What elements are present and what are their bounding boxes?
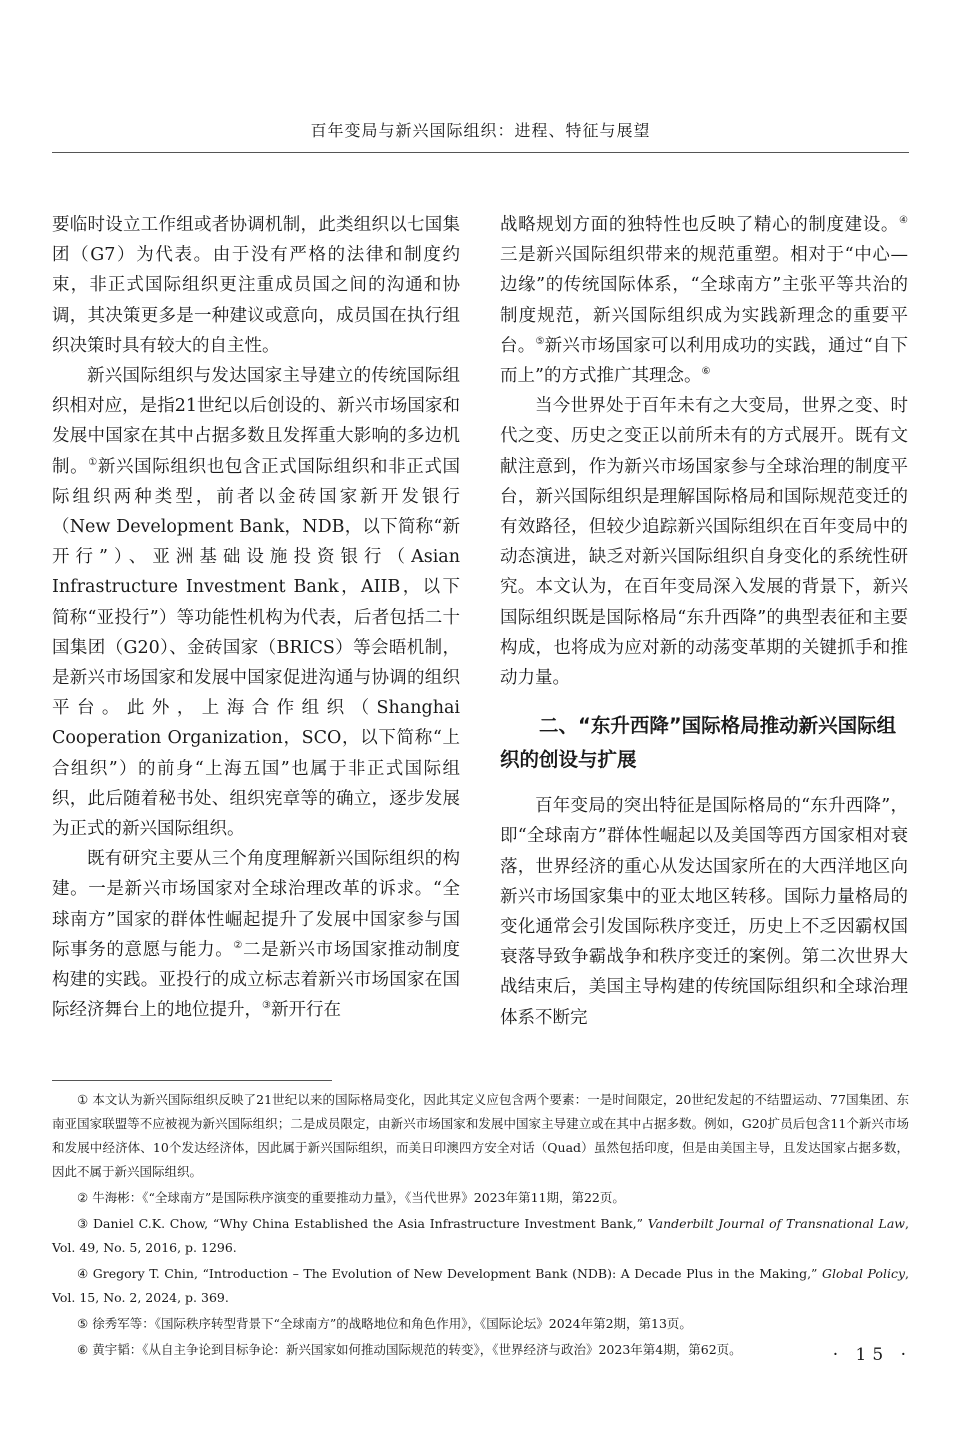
- right-column: [500, 210, 908, 1033]
- footnote-text: Gregory T. Chin, “Introduction – The Evolution of New Development Bank (NDB): A Decade Plus in the Making,”: [92, 1266, 822, 1281]
- left-column: [52, 210, 460, 1025]
- right-paragraph-1: [500, 210, 908, 391]
- footnote-3: [52, 1212, 909, 1260]
- footnote-4: [52, 1262, 909, 1310]
- footnote-divider: [52, 1080, 332, 1081]
- footnote-2: [52, 1186, 909, 1210]
- left-paragraph-3: [52, 844, 460, 1025]
- footnote-number: ③: [77, 1216, 89, 1231]
- footnotes: [52, 1088, 909, 1364]
- right-paragraph-1-text-b: 三是新兴国际组织带来的规范重塑。相对于“中心—边缘”的传统国际体系，“全球南方”主张平等共治的制度规范，新兴国际组织成为实践新理念的重要平台。: [500, 245, 908, 356]
- footnote-number: ④: [77, 1266, 89, 1281]
- footnote-number: ②: [77, 1190, 89, 1205]
- section-heading: 二、“东升西降”国际格局推动新兴国际组织的创设与扩展: [500, 714, 897, 772]
- footnote-ref-6[interactable]: ⑥: [701, 366, 711, 378]
- footnote-text: 牛海彬：《“全球南方”是国际秩序演变的重要推动力量》，《当代世界》2023年第11期，第22页。: [92, 1190, 625, 1205]
- footnote-5: [52, 1312, 909, 1336]
- footnote-ref-2[interactable]: ②: [233, 940, 243, 952]
- footnote-text: 本文认为新兴国际组织反映了21世纪以来的国际格局变化，因此其定义应包含两个要素：一是时间限定，20世纪发起的不结盟运动、77国集团、东南亚国家联盟等不应被视为新兴国际组织；二是成员限定，由新兴市场国家和发展中国家主导建立或在其中占据多数。例如，G20扩员后包含11个新兴市场和发展中经济体、10个发达经济体，因此属于新兴国际组织，而美日印澳四方安全对话（Quad）虽然包括印度，但是由美国主导，且发达国家占据多数，因此不属于新兴国际组织。: [52, 1092, 909, 1179]
- footnote-6: [52, 1338, 909, 1362]
- page-number: · 15 ·: [832, 1345, 912, 1365]
- footnote-number: ①: [77, 1092, 89, 1107]
- footnote-text: 黄宇韬：《从自主争论到目标争论：新兴国家如何推动国际规范的转变》，《世界经济与政治》2023年第4期，第62页。: [92, 1342, 742, 1357]
- footnote-citation-tail: , Vol. 49, No. 5, 2016, p. 1296.: [52, 1216, 909, 1255]
- footnote-1: [52, 1088, 909, 1184]
- left-paragraph-2: [52, 361, 460, 844]
- right-paragraph-2: 当今世界处于百年未有之大变局，世界之变、时代之变、历史之变正以前所未有的方式展开。既有文献注意到，作为新兴市场国家参与全球治理的制度平台，新兴国际组织是理解国际格局和国际规范变迁的有效路径，但较少追踪新兴国际组织在百年变局中的动态演进，缺乏对新兴国际组织自身变化的系统性研究。本文认为，在百年变局深入发展的背景下，新兴国际组织既是国际格局“东升西降”的典型表征和主要构成，也将成为应对新的动荡变革期的关键抓手和推动力量。: [500, 396, 908, 689]
- right-paragraph-1-text-c: 新兴市场国家可以利用成功的实践，通过“自下而上”的方式推广其理念。: [500, 335, 909, 387]
- footnote-ref-3[interactable]: ③: [262, 1000, 271, 1012]
- footnote-number: ⑥: [77, 1342, 89, 1357]
- left-paragraph-3-text-a: 既有研究主要从三个角度理解新兴国际组织的构建。一是新兴市场国家对全球治理改革的诉求。“全球南方”国家的群体性崛起提升了发展中国家参与国际事务的意愿与能力。: [52, 849, 460, 960]
- right-paragraph-1-text-a: 战略规划方面的独特性也反映了精心的制度建设。: [500, 215, 900, 235]
- left-paragraph-1: 要临时设立工作组或者协调机制，此类组织以七国集团（G7）为代表。由于没有严格的法律和制度约束，非正式国际组织更注重成员国之间的沟通和协调，其决策更多是一种建议或意向，成员国在执行组织决策时具有较大的自主性。: [52, 215, 460, 356]
- footnote-ref-1[interactable]: ①: [88, 456, 98, 468]
- header-divider: [52, 152, 909, 153]
- footnote-citation-tail: , Vol. 15, No. 2, 2024, p. 369.: [52, 1266, 909, 1305]
- footnote-text: 徐秀军等：《国际秩序转型背景下“全球南方”的战略地位和角色作用》，《国际论坛》2024年第2期，第13页。: [92, 1316, 692, 1331]
- running-head: 百年变局与新兴国际组织：进程、特征与展望: [310, 121, 651, 140]
- left-paragraph-2-text-a: 新兴国际组织与发达国家主导建立的传统国际组织相对应，是指21世纪以后创设的、新兴市场国家和发展中国家在其中占据多数且发挥重大影响的多边机制。: [52, 366, 460, 477]
- left-paragraph-3-text-b: 二是新兴市场国家推动制度构建的实践。亚投行的成立标志着新兴市场国家在国际经济舞台上的地位提升，: [52, 939, 461, 1021]
- left-paragraph-2-text-b: 新兴国际组织也包含正式国际组织和非正式国际组织两种类型，前者以金砖国家新开发银行（New Development Bank，NDB，以下简称“新开行”）、亚洲基础设施投资银行（Asian Infrastructure Investment Bank，AIIB，以下简称“亚投行”）等功能性机构为代表，后者包括二十国集团（G20）、金砖国家（BRICS）等会晤机制，是新兴市场国家和发展中国家促进沟通与协调的组织平台。此外，上海合作组织（Shanghai Cooperation Organization，SCO，以下简称“上合组织”）的前身“上海五国”也属于非正式国际组织，此后随着秘书处、组织宪章等的确立，逐步发展为正式的新兴国际组织。: [52, 456, 461, 840]
- footnote-journal-title: Vanderbilt Journal of Transnational Law: [647, 1216, 905, 1231]
- footnote-text: Daniel C.K. Chow, “Why China Established the Asia Infrastructure Investment Bank,”: [92, 1216, 648, 1231]
- footnote-ref-4[interactable]: ④: [899, 215, 908, 227]
- footnote-ref-5[interactable]: ⑤: [535, 335, 545, 347]
- left-paragraph-3-text-c: 新开行在: [270, 1000, 341, 1021]
- footnote-number: ⑤: [77, 1316, 89, 1331]
- right-paragraph-3: 百年变局的突出特征是国际格局的“东升西降”，即“全球南方”群体性崛起以及美国等西方国家相对衰落，世界经济的重心从发达国家所在的大西洋地区向新兴市场国家集中的亚太地区转移。国际力量格局的变化通常会引发国际秩序变迁，历史上不乏因霸权国衰落导致争霸战争和秩序变迁的案例。第二次世界大战结束后，美国主导构建的传统国际组织和全球治理体系不断完: [500, 796, 908, 1028]
- footnote-journal-title: Global Policy: [822, 1266, 906, 1281]
